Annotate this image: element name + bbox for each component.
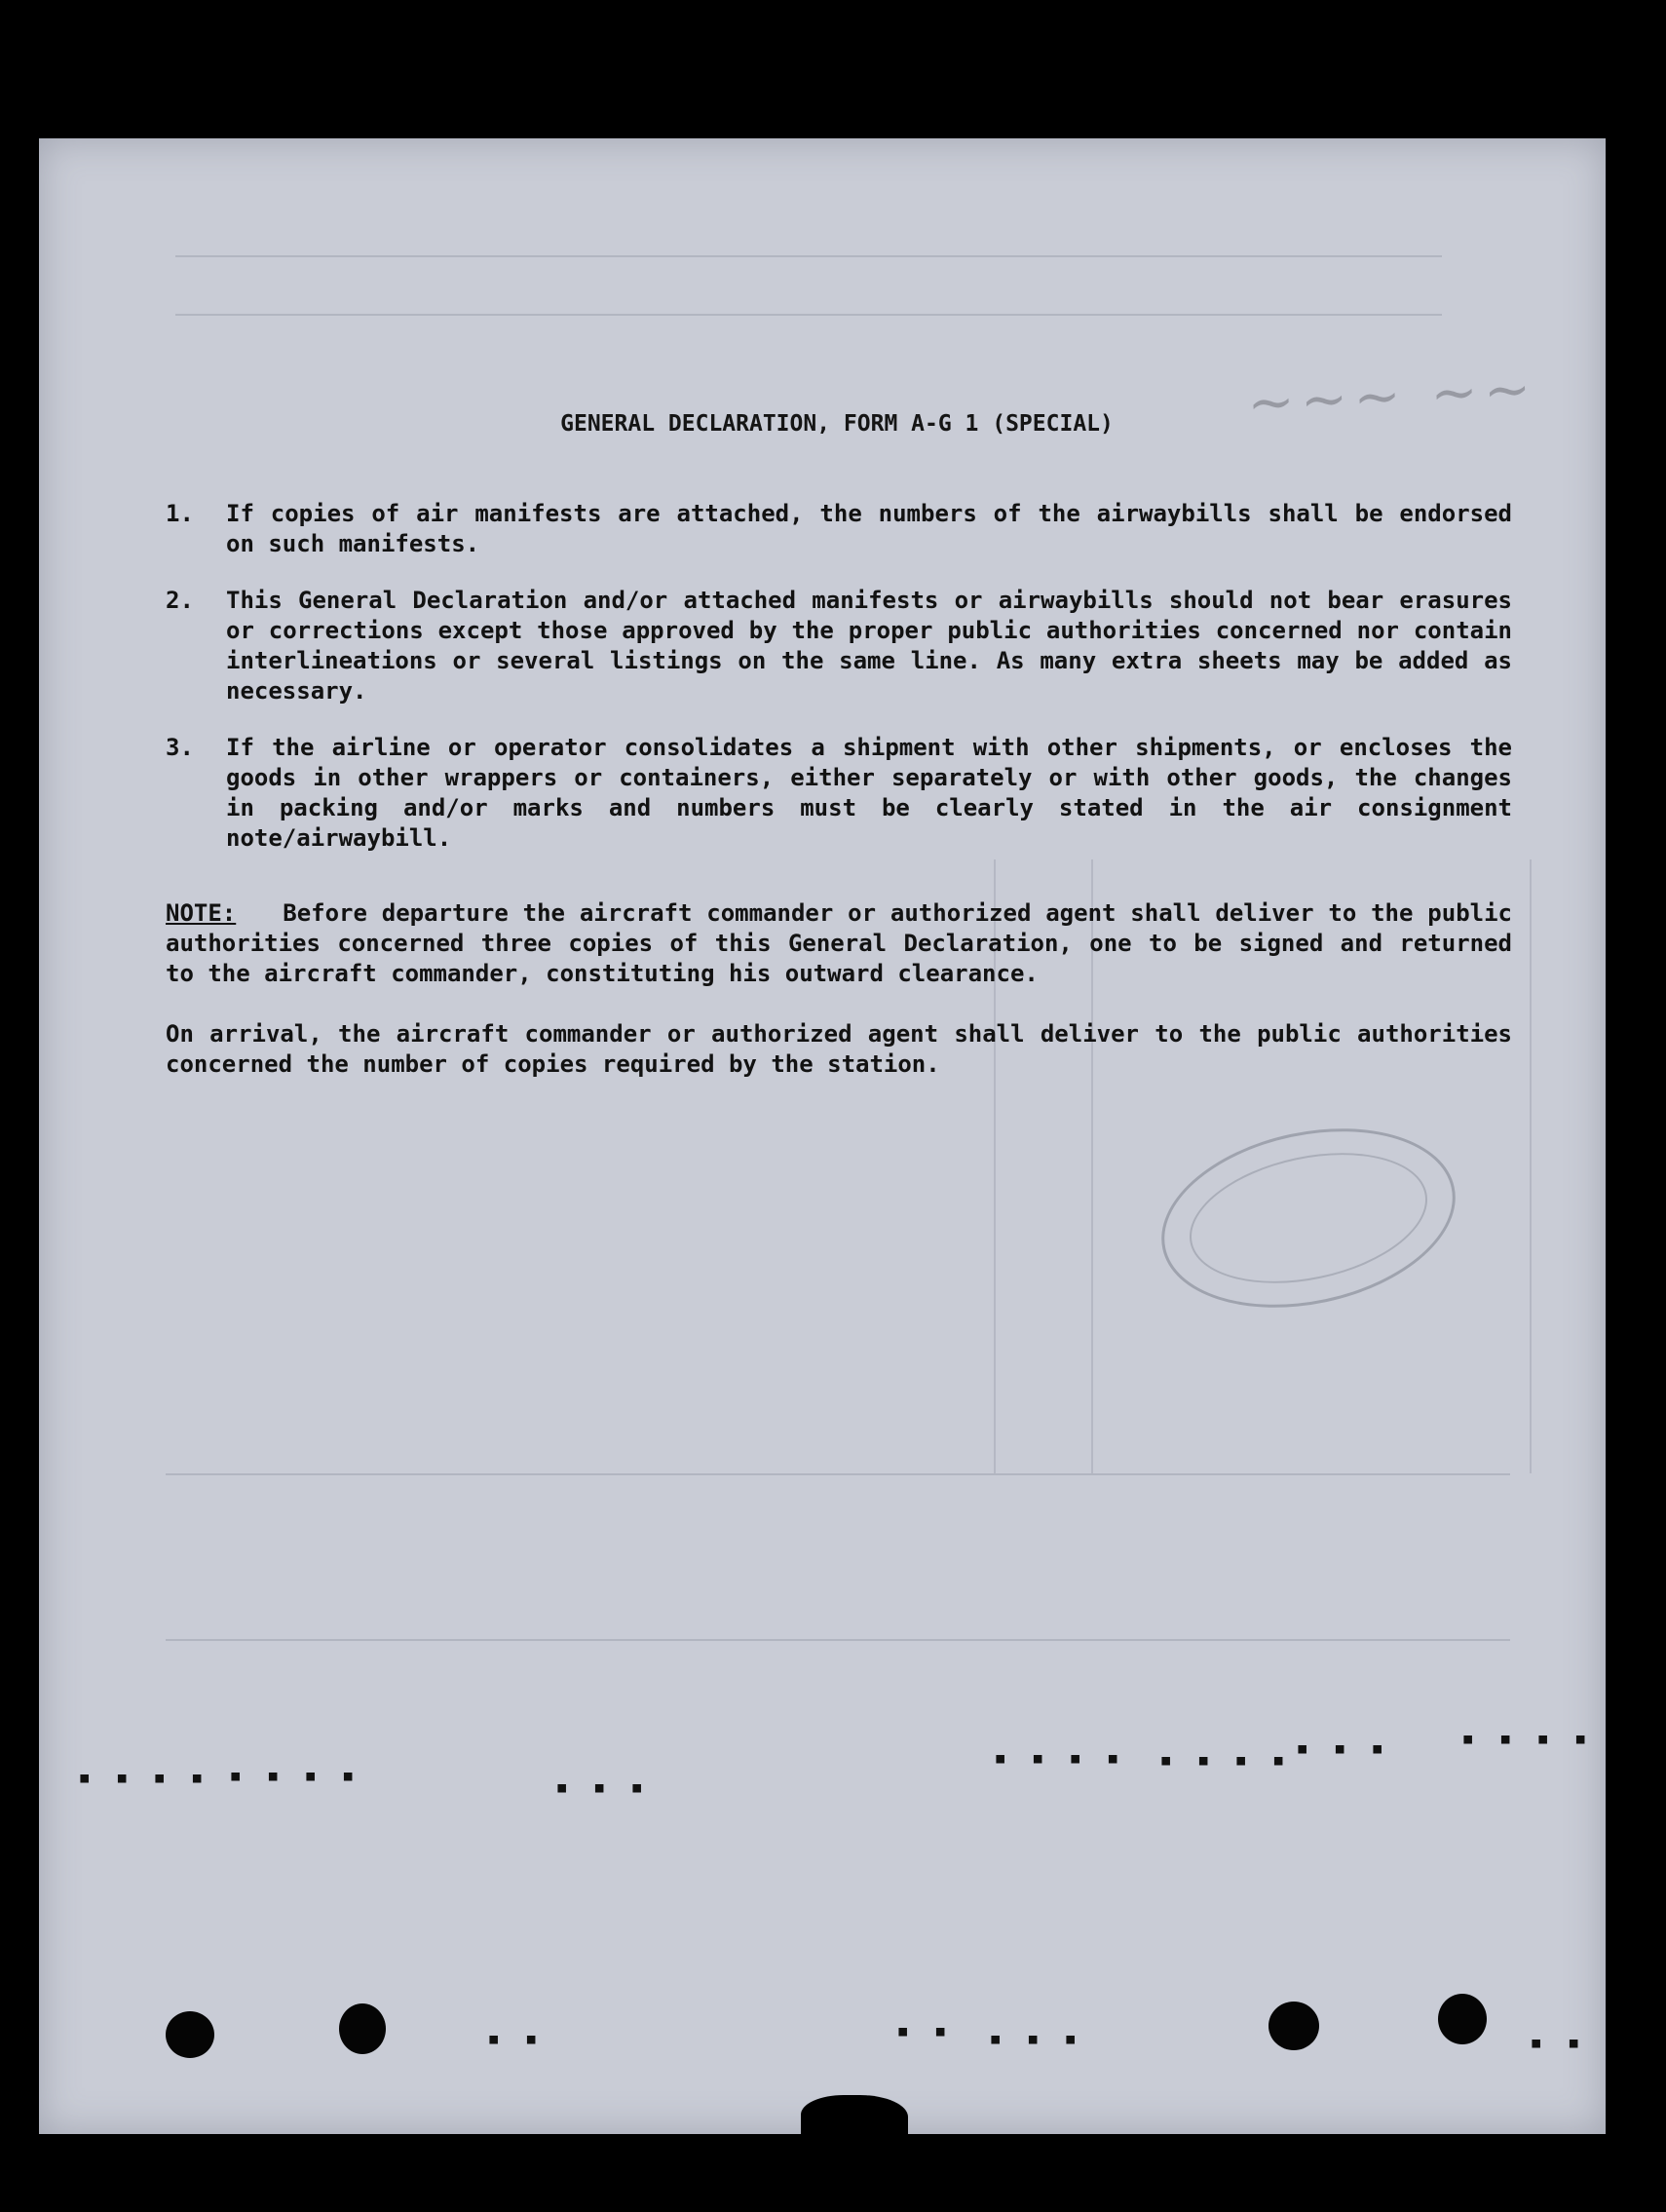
instruction-item-3 (166, 733, 1512, 854)
punch-hole (1268, 2002, 1319, 2050)
speck-marks: ▪ ▪ ▪ ▪ (994, 1746, 1125, 1771)
speck-marks: ▪ ▪ ▪ ▪ (229, 1764, 360, 1788)
speck-marks: ▪ ▪ ▪ ▪ (78, 1766, 209, 1790)
bleed-through-line (175, 255, 1442, 257)
speck-marks: ▪ ▪ (896, 2019, 953, 2043)
instruction-item-1 (166, 499, 1512, 559)
note-text: Before departure the aircraft commander or authorized agent shall deliver to the public authorities concerned three copies of this General Declaration, one to be signed and returned to the aircraft commander, constituting his outward clearance. (166, 899, 1512, 987)
item-text: If the airline or operator consolidates a shipment with other shipments, or encloses the goods in other wrappers or containers, either separately or with other goods, the changes in packing and/or marks and numbers must be clearly stated in the air consignment note/airwaybill. (226, 734, 1512, 852)
instruction-item-2 (166, 586, 1512, 706)
speck-marks: ▪ ▪ ▪ ▪ (1461, 1727, 1593, 1751)
arrival-paragraph: On arrival, the aircraft commander or authorized agent shall deliver to the public authorities concerned the number of copies required by the station. (166, 1020, 1512, 1078)
speck-marks: ▪ ▪ ▪ ▪ (1159, 1748, 1291, 1773)
bleed-through-line (1530, 859, 1532, 1473)
item-text: This General Declaration and/or attached manifests or airwaybills should not bear erasures or corrections except those approved by the proper public authorities concerned nor contain interlineations or several listings on the same line. As many extra sheets may be added as necessary. (226, 587, 1512, 705)
faint-stamp-mark (1145, 1103, 1472, 1333)
punch-hole (166, 2011, 214, 2058)
speck-marks: ▪ ▪ ▪ (989, 2027, 1083, 2051)
faint-handwritten-mark: ~~~ ~~ (1245, 355, 1539, 437)
instructions-body (166, 499, 1512, 1080)
punch-hole (339, 2003, 386, 2054)
form-title: GENERAL DECLARATION, FORM A-G 1 (SPECIAL) (560, 411, 1114, 437)
punch-hole (1438, 1994, 1487, 2044)
torn-edge (801, 2095, 908, 2134)
speck-marks: ▪ ▪ (487, 2027, 544, 2051)
item-number: 1. (166, 500, 194, 527)
note-paragraph (166, 898, 1512, 989)
speck-marks: ▪ ▪ ▪ (1296, 1736, 1390, 1761)
item-number: 2. (166, 587, 194, 614)
speck-marks: ▪ ▪ (1530, 2031, 1586, 2055)
bleed-through-line (175, 314, 1442, 316)
document-page (39, 138, 1606, 2134)
bleed-through-line (166, 1639, 1510, 1641)
item-number: 3. (166, 734, 194, 761)
item-text: If copies of air manifests are attached, the numbers of the airwaybills shall be endorsed on such manifests. (226, 500, 1512, 557)
note-label: NOTE: (166, 899, 237, 927)
speck-marks: ▪ ▪ ▪ (555, 1775, 650, 1800)
bleed-through-line (166, 1473, 1510, 1475)
